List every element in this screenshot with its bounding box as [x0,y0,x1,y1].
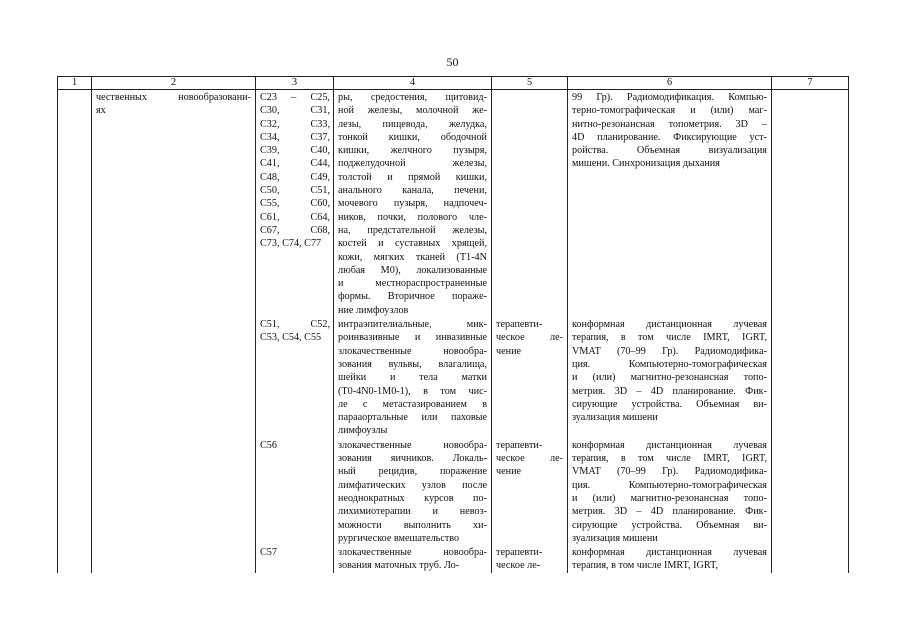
cell-icd-codes [256,317,334,438]
column-header-5: 5 [492,77,568,90]
icd-code-line [260,131,330,144]
cell-treatment-type [492,438,568,545]
treatment-type-line: ческое ле- [496,453,563,465]
icd-code: C61, [260,211,280,223]
disease-description-line: любая M0), локализованные [338,264,487,276]
disease-description-line: ле с метастазированием в [338,398,487,410]
icd-code: C50, [260,185,280,197]
table-row [58,545,849,573]
cell-treatment-type [492,317,568,438]
icd-code: C23 [260,92,277,103]
column-header-7: 7 [772,77,849,90]
icd-code: C25, [310,92,330,103]
cell-icd-codes [256,545,334,573]
icd-code: C48, [260,171,280,183]
disease-description-line: (T0-4N0-1M0-1), в том чис- [338,385,487,397]
cell-icd-codes [256,438,334,545]
treatment-method-line: 4D планирование. Фиксирующие уст- [572,131,767,143]
disease-description-line: можности выполнить хи- [338,519,487,531]
disease-description-line: и местнораспространенные [338,278,487,290]
treatment-type-line: чение [496,345,522,357]
icd-code: C33, [310,118,330,130]
treatment-method-line: конформная дистанционная лучевая [572,547,767,559]
cell-treatment-method [568,317,772,438]
treatment-method-line: сирующие устройства. Объемная ви- [572,519,767,531]
cell-col7 [772,438,849,545]
treatment-type-line: терапевти- [496,439,543,451]
treatment-type-line: ческое ле- [496,560,541,572]
column-header-3: 3 [256,77,334,90]
disease-description-line: кишки, желчного пузыря, [338,145,487,157]
treatment-method-line: ция. Компьютерно-томографическая [572,358,767,370]
icd-code: C30, [260,105,280,117]
icd-code: C73, C74, C77 [260,238,322,250]
icd-code-line [260,144,330,157]
diagnosis-group-line: ях [96,105,106,117]
disease-description-line: злокачественные новообра- [338,547,487,559]
icd-code: – [291,92,297,103]
treatment-type-line: ческое ле- [496,332,563,344]
disease-description-line: неоднократных курсов по- [338,492,487,504]
cell-disease-description [334,438,492,545]
disease-description-line: на, предстательной железы, [338,224,487,236]
table-row [58,90,849,318]
icd-code: C56 [260,439,277,451]
cell-col1 [58,317,92,438]
treatment-method-line: терапия, в том числе IMRT, IGRT, [572,453,767,465]
page-number: 50 [446,55,459,69]
icd-code: C49, [310,171,330,183]
icd-code-line [260,439,330,452]
disease-description-line: мочевого пузыря, надпочеч- [338,198,487,210]
disease-description-line: злокачественные новообра- [338,439,487,451]
disease-description-line: рургическое вмешательство [338,532,460,544]
icd-code: C64, [310,211,330,223]
cell-col1 [58,90,92,318]
cell-col7 [772,545,849,573]
cell-col7 [772,90,849,318]
icd-code-line [260,331,330,344]
icd-code: C31, [310,105,330,117]
treatment-method-line: конформная дистанционная лучевая [572,439,767,451]
icd-code: C51, [310,185,330,197]
disease-description-line: формы. Вторичное пораже- [338,291,487,303]
disease-description-line: тонкой кишки, ободочной [338,131,487,143]
cell-treatment-type [492,545,568,573]
treatment-method-line: зуализация мишени [572,532,658,544]
treatment-type-line: чение [496,466,522,478]
treatment-method-line: ройства. Объемная визуализация [572,145,767,157]
icd-code-line [260,157,330,170]
disease-description-line: злокачественные новообра- [338,345,487,357]
icd-code: C37, [310,131,330,143]
treatment-method-line: и (или) магнитно-резонансная топо- [572,492,767,504]
disease-description-line: костей и суставных хрящей, [338,238,487,250]
icd-code-line [260,171,330,184]
icd-code: C57 [260,547,277,559]
cell-disease-description [334,545,492,573]
icd-code: C34, [260,131,280,143]
column-header-4: 4 [334,77,492,90]
treatment-method-line: нитно-резонансная топометрия. 3D – [572,118,767,130]
treatment-method-line: мишени. Синхронизация дыхания [572,158,720,170]
cell-disease-description [334,317,492,438]
disease-description-line: зования яичников. Локаль- [338,453,487,465]
cell-diagnosis-group [92,317,256,438]
disease-description-line: лимфатических узлов после [338,479,487,491]
cell-diagnosis-group [92,545,256,573]
treatment-method-line: ция. Компьютерно-томографическая [572,479,767,491]
disease-description-line: ный рецидив, поражение [338,466,487,478]
icd-code-line [260,184,330,197]
table-row [58,438,849,545]
disease-description-line: ников, почки, полового чле- [338,211,487,223]
disease-description-line: ной железы, молочной же- [338,105,487,117]
icd-code: C52, [310,319,330,331]
disease-description-line: ние лимфоузлов [338,304,409,316]
cell-treatment-type [492,90,568,318]
icd-code: C44, [310,158,330,170]
column-header-1: 1 [58,77,92,90]
cell-treatment-method [568,438,772,545]
icd-code-line [260,546,330,559]
icd-code: C39, [260,145,280,157]
icd-code: C68, [310,224,330,236]
cell-treatment-method [568,90,772,318]
cell-diagnosis-group [92,438,256,545]
diagnosis-group-line: чественных новообразовани- [96,92,251,103]
disease-description-line: шейки и тела матки [338,372,487,384]
cell-col7 [772,317,849,438]
disease-description-line: парааортальные или паховые [338,412,487,424]
icd-code-line [260,211,330,224]
treatment-method-line: 99 Гр). Радиомодификация. Компью- [572,92,767,103]
treatment-type-line: терапевти- [496,547,543,559]
treatment-method-line: терно-томографическая и (или) маг- [572,105,767,117]
treatment-method-line: VMAT (70–99 Гр). Радиомодифика- [572,466,767,478]
disease-description-line: зования маточных труб. Ло- [338,560,460,572]
treatment-method-line: зуализация мишени [572,412,658,424]
icd-code: C60, [310,198,330,210]
treatment-method-line: и (или) магнитно-резонансная топо- [572,372,767,384]
icd-code: C67, [260,224,280,236]
treatment-method-line: метрия. 3D – 4D планирование. Фик- [572,385,767,397]
treatment-method-line: терапия, в том числе IMRT, IGRT, [572,332,767,344]
disease-description-line: лезы, пищевода, желудка, [338,118,487,130]
cell-disease-description [334,90,492,318]
cell-diagnosis-group [92,90,256,318]
disease-description-line: кожи, мягких тканей (T1-4N [338,251,487,263]
icd-code-line [260,118,330,131]
disease-description-line: роинвазивные и инвазивные [338,332,487,344]
disease-description-line: анального канала, печени, [338,185,487,197]
icd-code: C41, [260,158,280,170]
icd-code: C40, [310,145,330,157]
column-header-6: 6 [568,77,772,90]
icd-code-line [260,224,330,237]
icd-code-line [260,91,330,104]
icd-code-line [260,197,330,210]
icd-code-line [260,237,330,250]
treatment-method-line: конформная дистанционная лучевая [572,319,767,331]
treatment-method-line: терапия, в том числе IMRT, IGRT, [572,560,719,572]
cell-treatment-method [568,545,772,573]
cell-col1 [58,438,92,545]
disease-description-line: толстой и прямой кишки, [338,171,487,183]
disease-description-line: лихимиотерапии и невоз- [338,506,487,518]
icd-code: C53, C54, C55 [260,332,322,344]
column-header-2: 2 [92,77,256,90]
disease-description-line: ры, средостения, щитовид- [338,92,487,103]
disease-description-line: лимфоузлы [338,425,388,437]
disease-description-line: интраэпителиальные, мик- [338,319,487,331]
table-header-row [58,77,849,90]
cell-col1 [58,545,92,573]
icd-code: C32, [260,118,280,130]
icd-code-line [260,104,330,117]
table-row [58,317,849,438]
cell-icd-codes [256,90,334,318]
treatment-type-line: терапевти- [496,319,543,331]
treatment-method-line: сирующие устройства. Объемная ви- [572,398,767,410]
disease-description-line: поджелудочной железы, [338,158,487,170]
treatment-method-line: VMAT (70–99 Гр). Радиомодифика- [572,345,767,357]
icd-code: C51, [260,319,280,331]
treatment-table [57,76,849,573]
disease-description-line: зования вульвы, влагалища, [338,358,487,370]
icd-code-line [260,318,330,331]
treatment-method-line: метрия. 3D – 4D планирование. Фик- [572,506,767,518]
icd-code: C55, [260,198,280,210]
